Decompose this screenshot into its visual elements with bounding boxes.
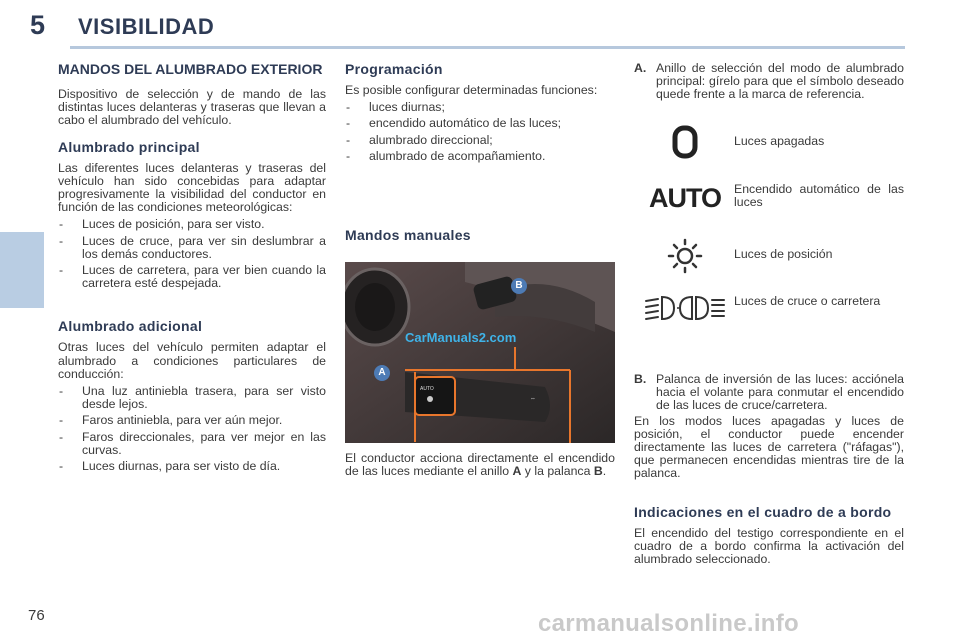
manuales-heading: Mandos manuales xyxy=(345,227,471,243)
caption-text: . xyxy=(602,464,607,479)
programacion-list xyxy=(345,101,615,163)
principal-text: Las diferentes luces delanteras y traseras del vehículo han sido concebidas para adaptar progresivamente la visibilidad del conductor en función de las condiciones meteorológicas: xyxy=(58,160,326,215)
symbol-label: Encendido automático de las luces xyxy=(734,182,904,210)
programacion-text: Es posible configurar determinadas funciones: xyxy=(345,83,598,97)
svg-text:⇔: ⇔ xyxy=(530,396,536,402)
chapter-side-tab xyxy=(0,232,44,308)
list-item: - alumbrado de acompañamiento. xyxy=(345,150,615,163)
dipped-main-beam-icon xyxy=(640,288,730,328)
list-item: - Faros direccionales, para ver mejor en las curvas. xyxy=(58,431,326,457)
light-off-icon xyxy=(640,122,730,162)
list-item: - Luces diurnas, para ser visto de día. xyxy=(58,460,326,473)
list-item: - alumbrado direccional; xyxy=(345,134,615,147)
symbol-label: Luces de posición xyxy=(734,247,833,261)
light-stalk-photo xyxy=(345,262,615,443)
intro-text: Dispositivo de selección y de mando de las distintas luces delanteras y traseras que llevan a cabo el alumbrado del vehículo. xyxy=(58,87,326,128)
callout-b: B xyxy=(511,278,527,294)
photo-watermark: CarManuals2.com xyxy=(405,330,517,345)
header-rule xyxy=(70,46,905,49)
adicional-text: Otras luces del vehículo permiten adaptar el alumbrado a condiciones particulares de conducción: xyxy=(58,340,326,381)
indicaciones-heading: Indicaciones en el cuadro de a bordo xyxy=(634,503,892,520)
b-label: B. xyxy=(634,372,647,386)
caption-text: y la palanca xyxy=(521,464,594,479)
auto-lights-icon xyxy=(640,178,730,218)
section-title: MANDOS DEL ALUMBRADO EXTERIOR xyxy=(58,61,323,77)
symbol-label: Luces apagadas xyxy=(734,134,825,148)
photo-caption xyxy=(345,452,615,486)
a-description xyxy=(634,62,904,102)
list-item: - luces diurnas; xyxy=(345,101,615,114)
list-item: - Una luz antiniebla trasera, para ser visto desde lejos. xyxy=(58,385,326,411)
principal-list xyxy=(58,218,326,290)
list-item: - Luces de posición, para ser visto. xyxy=(58,218,326,231)
b-text: Palanca de inversión de las luces: acciónela hacia el volante para conmutar el encendido de las luces de cruce/carretera. xyxy=(656,372,904,413)
b-extra-text: En los modos luces apagadas y luces de posición, el conductor puede encender directamente las luces de carretera ("ráfagas"), que permanecen encendidas mientras tire de la palanca. xyxy=(634,413,904,481)
caption-ref-a: A xyxy=(512,464,522,479)
chapter-number: 5 xyxy=(30,10,46,40)
page-number: 76 xyxy=(28,607,45,624)
auto-glyph: AUTO xyxy=(648,182,721,213)
adicional-list xyxy=(58,385,326,473)
symbol-label: Luces de cruce o carretera xyxy=(734,294,881,308)
chapter-title: VISIBILIDAD xyxy=(78,14,215,39)
callout-a: A xyxy=(374,365,390,381)
list-item: - Luces de carretera, para ver bien cuando la carretera esté despejada. xyxy=(58,264,326,290)
list-item: - encendido automático de las luces; xyxy=(345,117,615,130)
column-left xyxy=(58,62,326,476)
svg-text:AUTO: AUTO xyxy=(420,386,434,392)
column-middle xyxy=(345,62,615,166)
footer-watermark: carmanualsonline.info xyxy=(538,610,800,637)
position-lights-icon xyxy=(640,236,730,276)
list-item: - Luces de cruce, para ver sin deslumbrar a los demás conductores. xyxy=(58,235,326,261)
b-description xyxy=(634,373,904,574)
caption-ref-b: B xyxy=(593,464,603,479)
caption-text: El conductor acciona directamente el encendido de las luces mediante el anillo xyxy=(345,451,615,479)
principal-heading: Alumbrado principal xyxy=(58,138,200,155)
adicional-heading: Alumbrado adicional xyxy=(58,318,203,335)
programacion-heading: Programación xyxy=(345,61,443,77)
a-label: A. xyxy=(634,61,647,75)
stalk-illustration xyxy=(345,262,615,443)
a-text: Anillo de selección del modo de alumbrado principal: gírelo para que el símbolo deseado quede frente a la marca de referencia. xyxy=(656,61,904,102)
list-item: - Faros antiniebla, para ver aún mejor. xyxy=(58,414,326,427)
indicaciones-text: El encendido del testigo correspondiente en el cuadro de a bordo confirma la activación del alumbrado seleccionado. xyxy=(634,525,904,567)
